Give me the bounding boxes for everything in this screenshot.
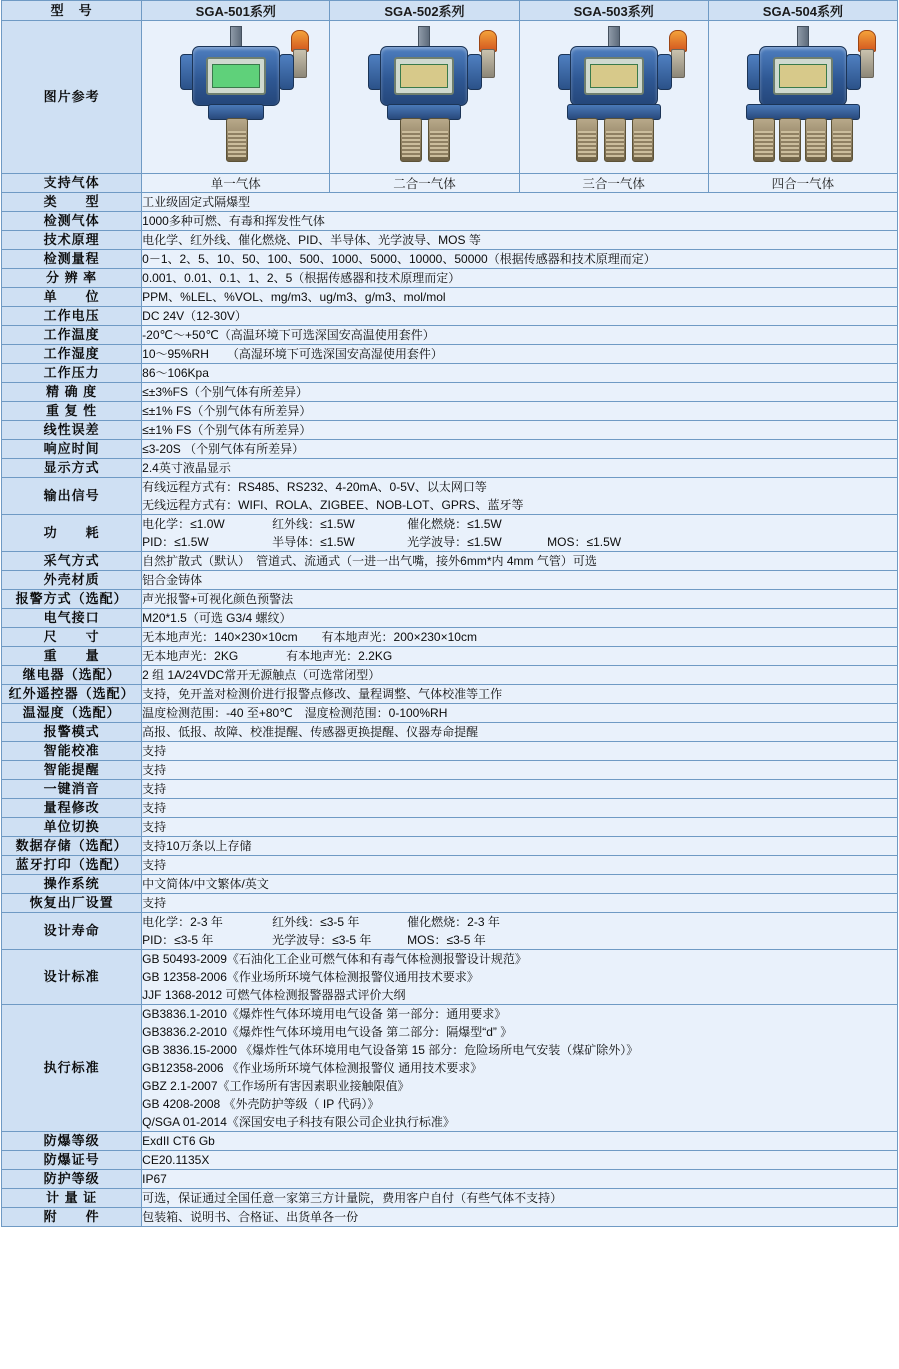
- sensor-probe-1: [400, 118, 422, 162]
- row-value-line: 支持，免开盖对检测价进行报警点修改、量程调整、气体校准等工作: [142, 687, 503, 701]
- supported-gas-4: 四合一气体: [708, 174, 897, 193]
- row-value-line: ≤3-20S （个别气体有所差异）: [142, 442, 305, 456]
- table-row: [2, 856, 898, 875]
- table-row: [2, 950, 898, 1005]
- row-value-line: GBZ 2.1-2007《工作场所有害因素职业接触限值》: [142, 1079, 410, 1093]
- row-value-line: [142, 931, 897, 949]
- row-value-line: 0－1、2、5、10、50、100、500、1000、5000、10000、50000（根据传感器和技术原理而定）: [142, 252, 656, 266]
- table-row: [2, 515, 898, 552]
- sensor-probe-2: [428, 118, 450, 162]
- table-row: [2, 269, 898, 288]
- table-row-supported-gas: [2, 174, 898, 193]
- row-label: 技术原理: [2, 231, 142, 250]
- row-value: [142, 685, 898, 704]
- table-row: [2, 478, 898, 515]
- table-row-product-images: [2, 21, 898, 174]
- row-value: [142, 288, 898, 307]
- housing-side-right: [846, 54, 861, 90]
- gas-detector-illustration-2: [344, 24, 504, 170]
- row-value: [142, 704, 898, 723]
- sensor-probe-1: [226, 118, 248, 162]
- model-name-4: SGA-504系列: [708, 1, 897, 21]
- row-label: 检测气体: [2, 212, 142, 231]
- row-value-line: ExdII CT6 Gb: [142, 1134, 215, 1148]
- row-value: [142, 742, 898, 761]
- row-label: 采气方式: [2, 552, 142, 571]
- row-value-line: 支持: [142, 763, 167, 777]
- row-label-model: 型 号: [2, 1, 142, 21]
- row-value-cell: 光学波导：≤1.5W: [407, 535, 502, 549]
- row-label: 防爆等级: [2, 1132, 142, 1151]
- row-value-line: -20℃～+50℃（高温环境下可选深国安高温使用套件）: [142, 328, 435, 342]
- row-label: 蓝牙打印（选配）: [2, 856, 142, 875]
- table-row: [2, 571, 898, 590]
- sensor-probe-3: [632, 118, 654, 162]
- row-label: 分 辨 率: [2, 269, 142, 288]
- row-label: 设计寿命: [2, 913, 142, 950]
- table-row: [2, 913, 898, 950]
- row-value-line: [142, 913, 897, 931]
- row-value-line: 无本地声光：140×230×10cm 有本地声光：200×230×10cm: [142, 630, 477, 644]
- row-value: [142, 402, 898, 421]
- table-row: [2, 780, 898, 799]
- row-label: 红外遥控器（选配）: [2, 685, 142, 704]
- lcd-screen: [590, 64, 638, 88]
- row-label: 尺 寸: [2, 628, 142, 647]
- row-label: 工作温度: [2, 326, 142, 345]
- row-label-image-reference: 图片参考: [2, 21, 142, 174]
- gas-detector-illustration-4: [723, 24, 883, 170]
- lcd-screen: [400, 64, 448, 88]
- row-value-line: 支持: [142, 896, 167, 910]
- specification-table: [1, 0, 898, 1227]
- detector-body: [380, 46, 468, 106]
- row-value-line: [142, 515, 897, 533]
- row-value-line: 支持10万条以上存储: [142, 839, 252, 853]
- row-value-line: Q/SGA 01-2014《深国安电子科技有限公司企业执行标准》: [142, 1115, 455, 1129]
- row-value: [142, 666, 898, 685]
- table-row: [2, 345, 898, 364]
- table-row: [2, 704, 898, 723]
- row-value-line: M20*1.5（可选 G3/4 螺纹）: [142, 611, 292, 625]
- row-label: 外壳材质: [2, 571, 142, 590]
- supported-gas-3: 三合一气体: [519, 174, 708, 193]
- row-value-line: 支持: [142, 801, 167, 815]
- table-row: [2, 288, 898, 307]
- row-value: [142, 193, 898, 212]
- row-value-line: GB 4208-2008 《外壳防护等级（ IP 代码）》: [142, 1097, 380, 1111]
- table-row: [2, 1005, 898, 1132]
- row-value: [142, 1005, 898, 1132]
- product-image-1: [142, 21, 330, 174]
- row-value: [142, 875, 898, 894]
- row-value: [142, 326, 898, 345]
- table-row: [2, 307, 898, 326]
- row-label: 恢复出厂设置: [2, 894, 142, 913]
- table-row: [2, 685, 898, 704]
- table-row: [2, 609, 898, 628]
- table-row: [2, 421, 898, 440]
- row-value: [142, 780, 898, 799]
- row-value-line: 支持: [142, 858, 167, 872]
- row-value: [142, 364, 898, 383]
- row-label: 线性误差: [2, 421, 142, 440]
- model-name-1: SGA-501系列: [142, 1, 330, 21]
- table-row: [2, 1151, 898, 1170]
- sensor-probe-4: [831, 118, 853, 162]
- row-value: [142, 345, 898, 364]
- lcd-screen: [212, 64, 260, 88]
- detector-body: [759, 46, 847, 106]
- row-label: 单 位: [2, 288, 142, 307]
- row-value: [142, 950, 898, 1005]
- row-value-line: 中文简体/中文繁体/英文: [142, 877, 269, 891]
- row-value: [142, 571, 898, 590]
- table-row: [2, 894, 898, 913]
- table-row: [2, 837, 898, 856]
- row-label: 重 量: [2, 647, 142, 666]
- row-value-line: IP67: [142, 1172, 167, 1186]
- row-value-line: CE20.1135X: [142, 1153, 210, 1167]
- supported-gas-1: 单一气体: [142, 174, 330, 193]
- sensor-probe-2: [779, 118, 801, 162]
- detector-display-face: [394, 57, 454, 95]
- row-value-line: 86～106Kpa: [142, 366, 209, 380]
- row-label: 一键消音: [2, 780, 142, 799]
- detector-display-face: [206, 57, 266, 95]
- row-value: [142, 421, 898, 440]
- row-value: [142, 590, 898, 609]
- row-value-line: 铝合金铸体: [142, 573, 203, 587]
- supported-gas-2: 二合一气体: [330, 174, 519, 193]
- row-label-supported-gas: 支持气体: [2, 174, 142, 193]
- row-value: [142, 459, 898, 478]
- row-label: 数据存储（选配）: [2, 837, 142, 856]
- row-label: 显示方式: [2, 459, 142, 478]
- sensor-probe-1: [576, 118, 598, 162]
- row-value: [142, 269, 898, 288]
- row-value: [142, 1189, 898, 1208]
- gas-detector-illustration-1: [156, 24, 316, 170]
- detector-body: [192, 46, 280, 106]
- row-label: 计 量 证: [2, 1189, 142, 1208]
- row-value: [142, 231, 898, 250]
- row-value: [142, 1208, 898, 1227]
- row-value: [142, 478, 898, 515]
- row-value-line: 声光报警+可视化颜色预警法: [142, 592, 294, 606]
- row-value-line: GB 50493-2009《石油化工企业可燃气体和有毒气体检测报警设计规范》: [142, 952, 527, 966]
- row-label: 量程修改: [2, 799, 142, 818]
- row-label: 电气接口: [2, 609, 142, 628]
- row-value: [142, 799, 898, 818]
- row-label: 操作系统: [2, 875, 142, 894]
- table-row: [2, 1170, 898, 1189]
- table-row: [2, 326, 898, 345]
- row-label: 智能校准: [2, 742, 142, 761]
- row-label: 防护等级: [2, 1170, 142, 1189]
- row-value: [142, 723, 898, 742]
- row-label: 输出信号: [2, 478, 142, 515]
- row-label: 继电器（选配）: [2, 666, 142, 685]
- row-value: [142, 818, 898, 837]
- table-row: [2, 402, 898, 421]
- table-row: [2, 761, 898, 780]
- table-row: [2, 723, 898, 742]
- sensor-probe-3: [805, 118, 827, 162]
- row-value: [142, 383, 898, 402]
- row-value-cell: PID：≤1.5W: [142, 535, 209, 549]
- row-value: [142, 212, 898, 231]
- row-label: 响应时间: [2, 440, 142, 459]
- row-value: [142, 837, 898, 856]
- table-row: [2, 799, 898, 818]
- row-value-cell: MOS：≤1.5W: [547, 535, 622, 549]
- table-row-model-header: [2, 1, 898, 21]
- row-value-line: 包装箱、说明书、合格证、出货单各一份: [142, 1210, 359, 1224]
- table-row: [2, 590, 898, 609]
- row-value-line: 有线远程方式有：RS485、RS232、4-20mA、0-5V、以太网口等: [142, 480, 487, 494]
- row-label: 智能提醒: [2, 761, 142, 780]
- row-value-cell: PID：≤3-5 年: [142, 933, 214, 947]
- gas-detector-illustration-3: [534, 24, 694, 170]
- table-row: [2, 250, 898, 269]
- manifold-bar: [387, 104, 461, 120]
- row-value-line: 0.001、0.01、0.1、1、2、5（根据传感器和技术原理而定）: [142, 271, 461, 285]
- row-value: [142, 628, 898, 647]
- row-value-cell: 光学波导：≤3-5 年: [272, 933, 372, 947]
- row-value-line: 1000多种可燃、有毒和挥发性气体: [142, 214, 325, 228]
- row-label: 精 确 度: [2, 383, 142, 402]
- row-label: 报警模式: [2, 723, 142, 742]
- table-row: [2, 440, 898, 459]
- row-label: 附 件: [2, 1208, 142, 1227]
- table-row: [2, 628, 898, 647]
- row-value-cell: 催化燃烧：≤1.5W: [407, 517, 502, 531]
- row-value-line: [142, 533, 897, 551]
- table-row: [2, 666, 898, 685]
- row-value: [142, 515, 898, 552]
- row-value-line: 2.4英寸液晶显示: [142, 461, 231, 475]
- sensor-probe-2: [604, 118, 626, 162]
- row-value-line: GB3836.1-2010《爆炸性气体环境用电气设备 第一部分：通用要求》: [142, 1007, 507, 1021]
- lcd-screen: [779, 64, 827, 88]
- row-value-line: ≤±1% FS（个别气体有所差异）: [142, 404, 312, 418]
- housing-side-right: [657, 54, 672, 90]
- row-label: 报警方式（选配）: [2, 590, 142, 609]
- row-value-cell: 电化学：≤1.0W: [142, 517, 225, 531]
- row-value-line: 2 组 1A/24VDC常开无源触点（可选常闭型）: [142, 668, 381, 682]
- row-label: 设计标准: [2, 950, 142, 1005]
- row-value: [142, 856, 898, 875]
- table-row: [2, 383, 898, 402]
- table-row: [2, 212, 898, 231]
- row-label: 温湿度（选配）: [2, 704, 142, 723]
- table-row: [2, 1132, 898, 1151]
- row-value-line: 可选，保证通过全国任意一家第三方计量院，费用客户自付（有些气体不支持）: [142, 1191, 563, 1205]
- row-label: 防爆证号: [2, 1151, 142, 1170]
- model-name-3: SGA-503系列: [519, 1, 708, 21]
- row-value-line: 无本地声光：2KG 有本地声光：2.2KG: [142, 649, 393, 663]
- row-value: [142, 250, 898, 269]
- row-value: [142, 609, 898, 628]
- row-value: [142, 913, 898, 950]
- table-row: [2, 1208, 898, 1227]
- row-value-line: GB 3836.15-2000 《爆炸性气体环境用电气设备第 15 部分：危险场所电气安装（煤矿除外）》: [142, 1043, 639, 1057]
- table-row: [2, 647, 898, 666]
- table-row: [2, 231, 898, 250]
- row-label: 工作湿度: [2, 345, 142, 364]
- table-row: [2, 875, 898, 894]
- table-row: [2, 193, 898, 212]
- row-value-cell: 电化学：2-3 年: [142, 915, 223, 929]
- row-value: [142, 1132, 898, 1151]
- row-value: [142, 647, 898, 666]
- product-image-3: [519, 21, 708, 174]
- table-row: [2, 552, 898, 571]
- row-value-line: 支持: [142, 820, 167, 834]
- row-label: 执行标准: [2, 1005, 142, 1132]
- row-value-line: 支持: [142, 744, 167, 758]
- product-image-4: [708, 21, 897, 174]
- row-value-line: PPM、%LEL、%VOL、mg/m3、ug/m3、g/m3、mol/mol: [142, 290, 446, 304]
- row-value: [142, 894, 898, 913]
- row-value-line: JJF 1368-2012 可燃气体检测报警器器式评价大纲: [142, 988, 406, 1002]
- row-value-line: DC 24V（12-30V）: [142, 309, 247, 323]
- detector-display-face: [773, 57, 833, 95]
- row-value: [142, 307, 898, 326]
- table-row: [2, 742, 898, 761]
- row-value-line: 温度检测范围：-40 至+80℃ 湿度检测范围：0-100%RH: [142, 706, 448, 720]
- row-label: 单位切换: [2, 818, 142, 837]
- row-value: [142, 761, 898, 780]
- row-value-line: 无线远程方式有：WIFI、ROLA、ZIGBEE、NOB-LOT、GPRS、蓝牙等: [142, 498, 524, 512]
- product-image-2: [330, 21, 519, 174]
- row-label: 类 型: [2, 193, 142, 212]
- table-row: [2, 364, 898, 383]
- row-label: 工作压力: [2, 364, 142, 383]
- table-row: [2, 1189, 898, 1208]
- row-value-cell: 催化燃烧：2-3 年: [407, 915, 500, 929]
- table-row: [2, 459, 898, 478]
- housing-side-right: [467, 54, 482, 90]
- row-value-cell: 红外线：≤3-5 年: [272, 915, 360, 929]
- row-label: 工作电压: [2, 307, 142, 326]
- row-value-cell: 红外线：≤1.5W: [272, 517, 355, 531]
- detector-body: [570, 46, 658, 106]
- row-value-line: 工业级固定式隔爆型: [142, 195, 251, 209]
- detector-display-face: [584, 57, 644, 95]
- row-value-line: ≤±3%FS（个别气体有所差异）: [142, 385, 309, 399]
- row-label: 检测量程: [2, 250, 142, 269]
- row-value-line: GB12358-2006 《作业场所环境气体检测报警仪 通用技术要求》: [142, 1061, 483, 1075]
- row-value: [142, 1151, 898, 1170]
- row-value-line: 支持: [142, 782, 167, 796]
- row-value-line: GB 12358-2006《作业场所环境气体检测报警仪通用技术要求》: [142, 970, 479, 984]
- row-value: [142, 440, 898, 459]
- row-value-line: 高报、低报、故障、校准提醒、传感器更换提醒、仪器寿命提醒: [142, 725, 479, 739]
- row-value-line: 10～95%RH （高湿环境下可选深国安高湿使用套件）: [142, 347, 443, 361]
- row-value-cell: MOS：≤3-5 年: [407, 933, 486, 947]
- row-value: [142, 1170, 898, 1189]
- row-value-line: 自然扩散式（默认） 管道式、流通式（一进一出气嘴，接外6mm*内 4mm 气管）可选: [142, 554, 597, 568]
- table-row: [2, 818, 898, 837]
- model-name-2: SGA-502系列: [330, 1, 519, 21]
- row-value-line: GB3836.2-2010《爆炸性气体环境用电气设备 第二部分：隔爆型“d” 》: [142, 1025, 513, 1039]
- row-value-cell: 半导体：≤1.5W: [272, 535, 355, 549]
- housing-side-right: [279, 54, 294, 90]
- row-value-line: 电化学、红外线、催化燃烧、PID、半导体、光学波导、MOS 等: [142, 233, 481, 247]
- row-value-line: ≤±1% FS（个别气体有所差异）: [142, 423, 312, 437]
- row-label: 重 复 性: [2, 402, 142, 421]
- row-value: [142, 552, 898, 571]
- sensor-probe-1: [753, 118, 775, 162]
- row-label: 功 耗: [2, 515, 142, 552]
